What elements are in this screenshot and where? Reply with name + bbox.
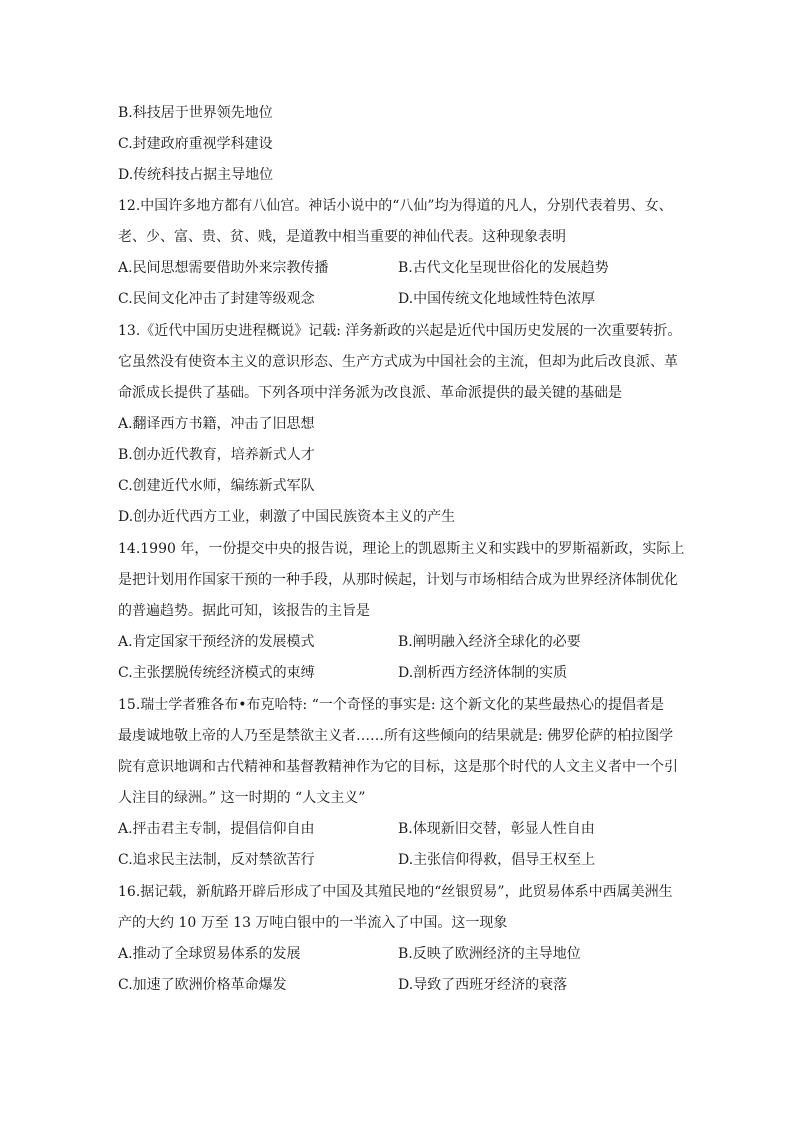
q12-stem-line-1: 12.中国许多地方都有八仙宫。神话小说中的“八仙”均为得道的凡人，分别代表着男、女、	[118, 198, 673, 214]
q16-stem-line-2: 产的大约 10 万至 13 万吨白银中的一半流入了中国。这一现象	[118, 915, 508, 931]
q13-option-b: B.创办近代教育，培养新式人才	[118, 447, 315, 463]
q12-stem-line-2: 老、少、富、贵、贫、贱，是道教中相当重要的神仙代表。这种现象表明	[118, 229, 566, 245]
q15-option-b: B.体现新旧交替，彰显人性自由	[398, 821, 595, 837]
q15-stem-line-1: 15.瑞士学者雅各布•布克哈特: “一个奇怪的事实是: 这个新文化的某些最热心的提倡者是	[118, 697, 665, 713]
q13-stem-line-2: 它虽然没有使资本主义的意识形态、生产方式成为中国社会的主流，但却为此后改良派、革	[118, 354, 678, 370]
q11-option-b: B.科技居于世界领先地位	[118, 105, 273, 121]
q15-option-a: A.抨击君主专制，提倡信仰自由	[118, 821, 315, 837]
q14-stem-line-2: 是把计划用作国家干预的一种手段，从那时候起，计划与市场相结合成为世界经济体制优化	[118, 572, 678, 588]
q16-option-d: D.导致了西班牙经济的衰落	[398, 977, 568, 993]
q11-option-d: D.传统科技占据主导地位	[118, 167, 274, 183]
q13-option-d: D.创办近代西方工业，刺激了中国民族资本主义的产生	[118, 509, 456, 525]
q14-option-c: C.主张摆脱传统经济模式的束缚	[118, 665, 315, 681]
q15-option-d: D.主张信仰得救，倡导王权至上	[398, 852, 596, 868]
q15-stem-line-3: 院有意识地调和古代精神和基督教精神作为它的目标，这是那个时代的人文主义者中一个引	[118, 759, 678, 775]
q14-option-b: B.阐明融入经济全球化的必要	[398, 634, 581, 650]
q14-stem-line-1: 14.1990 年，一份提交中央的报告说，理论上的凯恩斯主义和实践中的罗斯福新政，实际上	[118, 541, 685, 557]
q12-option-b: B.古代文化呈现世俗化的发展趋势	[398, 260, 609, 276]
q16-option-c: C.加速了欧洲价格革命爆发	[118, 977, 287, 993]
q12-option-a: A.民间思想需要借助外来宗教传播	[118, 260, 329, 276]
q14-stem-line-3: 的普遍趋势。据此可知，该报告的主旨是	[118, 603, 370, 619]
q14-option-d: D.剖析西方经济体制的实质	[398, 665, 568, 681]
q13-stem-line-1: 13.《近代中国历史进程概说》记载: 洋务新政的兴起是近代中国历史发展的一次重要转折。	[118, 323, 682, 339]
q12-option-c: C.民间文化冲击了封建等级观念	[118, 291, 315, 307]
q13-stem-line-3: 命派成长提供了基础。下列各项中洋务派为改良派、革命派提供的最关键的基础是	[118, 385, 622, 401]
q16-stem-line-1: 16.据记载，新航路开辟后形成了中国及其殖民地的“丝银贸易”，此贸易体系中西属美洲生	[118, 884, 673, 900]
q13-option-a: A.翻译西方书籍，冲击了旧思想	[118, 416, 315, 432]
q12-option-d: D.中国传统文化地域性特色浓厚	[398, 291, 596, 307]
q16-option-b: B.反映了欧洲经济的主导地位	[398, 946, 581, 962]
q16-option-a: A.推动了全球贸易体系的发展	[118, 946, 301, 962]
q14-option-a: A.肯定国家干预经济的发展模式	[118, 634, 315, 650]
q15-option-c: C.追求民主法制，反对禁欲苦行	[118, 852, 315, 868]
q15-stem-line-2: 最虔诚地敬上帝的人乃至是禁欲主义者……所有这些倾向的结果就是: 佛罗伦萨的柏拉图学	[118, 728, 674, 744]
q11-option-c: C.封建政府重视学科建设	[118, 136, 273, 152]
q13-option-c: C.创建近代水师，编练新式军队	[118, 478, 315, 494]
q15-stem-line-4: 人注目的绿洲。” 这一时期的 “人文主义”	[118, 790, 366, 806]
